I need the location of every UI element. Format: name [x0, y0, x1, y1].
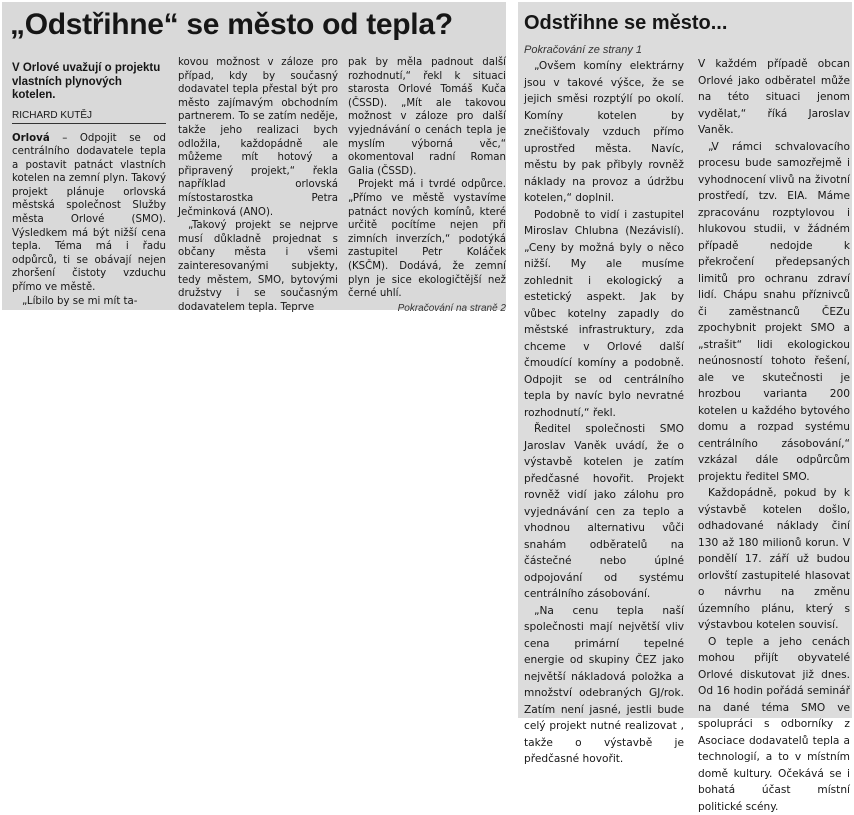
- paragraph: Podobně to vidí i zastupitel Miroslav Chlubna (Nezávislí). „Ceny by možná byly o něco nižší. My ale musíme zohlednit i ekologický a estetický aspekt. Jak by vůbec kotelny zapadly do městské infrastruktury, zda chceme v Orlové další čmoudící komíny a podobně. Odpojit se od centrálního tepla by navíc bylo nevratné rozhodnutí,“ řekl.: [524, 207, 684, 422]
- paragraph: V každém případě obcan Orlové jako odběratel může na této situaci jenom vydělat,“ říká Jaroslav Vaněk.: [698, 56, 850, 139]
- dateline: Orlová: [12, 133, 50, 144]
- article-headline: „Odstřihne“ se město od tepla?: [10, 4, 504, 46]
- article-clip-continuation: [518, 2, 852, 718]
- article-column-1: [524, 44, 684, 768]
- paragraph: pak by měla padnout další rozhodnutí,“ řekl k situaci starosta Orlové Tomáš Kuča (ČSSD). „Mít ale takovou možnost v záloze pro další vyjednávání o cenách tepla je myslím výborná věc,“ okomentoval radní Roman Galia (ČSSD).: [348, 56, 506, 178]
- paragraph: „Takový projekt se nejprve musí důkladně projednat s občany města i všemi zainteresovanými subjekty, tedy městem, SMO, bytovými družstvy i se současným dodavatelem tepla. Teprve: [178, 219, 338, 314]
- article-author: RICHARD KUTĚJ: [12, 110, 166, 124]
- article-headline-continued: Odstřihne se město...: [524, 6, 852, 40]
- article-column-3: [348, 56, 506, 314]
- paragraph: Ředitel společnosti SMO Jaroslav Vaněk uvádí, že o výstavbě kotelen je zatím předčasné hovořit. Projekt rovněž vidí jako zálohu pro vyjednávání cen za teplo a vhodnou alternativu vůči snahám odběratelů na částečné nebo úplné odpojování od systému centrálního zásobování.: [524, 421, 684, 603]
- paragraph: kovou možnost v záloze pro případ, kdy by současný dodavatel tepla přestal být pro město zajímavým obchodním partnerem. To se zatím neděje, takže jeho realizaci bych odložila, každopádně ale můžeme mít hotový a připravený projekt,“ řekla například orlovská místostarostka Petra Ječminková (ANO).: [178, 56, 338, 219]
- paragraph: „V rámci schvalovacího procesu bude samozřejmě i vyhodnocení vlivů na životní prostředí, tzv. EIA. Máme zpracovánu rozptylovou i hlukovou studii, v žádném případě nedojde k překročení předepsaných limitů pro ochranu zdraví lidí. Chápu snahu příznivců či zaměstnanců ČEZu zpochybnit projekt SMO a „strašit“ lidi ekologickou neúnosností tohoto řešení, ale ve skutečnosti je hrozbou varianta 200 kotelen u každého bytového domu a rozpad systému centrálního zásobování,“ vzkázal dále odpůrcům projektu ředitel SMO.: [698, 139, 850, 486]
- article-column-2: [698, 56, 850, 815]
- continued-note: Pokračování na straně 2: [348, 303, 506, 314]
- article-column-1: [12, 62, 166, 308]
- article-body: [12, 62, 500, 310]
- paragraph: „Líbilo by se mi mít ta-: [12, 295, 166, 309]
- article-column-2: [178, 56, 338, 314]
- paragraph: „Na cenu tepla naší společnosti mají největší vliv cena primární tepelné energie od skupiny ČEZ jako největší nákladová položka a množství odebraných GJ/rok. Zatím není jasné, jestli bude celý projekt nutné realizovat , takže o výstavbě je předčasné hovořit.: [524, 603, 684, 768]
- paragraph: „Ovšem komíny elektrárny jsou v takové výšce, že se jejich směsi rozptýlí po okolí. Komíny kotelen by znečišťovaly vzduch přímo uprostřed města. Navíc, městu by pak přibyly rovněž náklady na provoz a údržbu kotelen,“ doplnil.: [524, 58, 684, 207]
- paragraph: Každopádně, pokud by k výstavbě kotelen došlo, odhadované náklady činí 130 až 180 milionů korun. V pondělí 17. září už budou orlovští zastupitelé hlasovat o návrhu na změnu územního plánu, který s výstavbou kotelen souvisí.: [698, 485, 850, 634]
- article-subheadline: V Orlové uvažují o projektu vlastních plynových kotelen.: [12, 62, 166, 103]
- continued-from-note: Pokračování ze strany 1: [524, 44, 684, 56]
- article-clip-front-page: [2, 2, 506, 310]
- paragraph: O teple a jeho cenách mohou přijít obyvatelé Orlové diskutovat již dnes. Od 16 hodin pořádá seminář na dané téma SMO ve spolupráci s odborníky z Asociace dodavatelů tepla a technologií, a to v místním domě kultury. Očekává se i bohatá účast místní politické scény.: [698, 634, 850, 815]
- article-body-continued: [524, 44, 848, 718]
- paragraph: Projekt má i tvrdé odpůrce. „Přímo ve městě vystavíme patnáct nových komínů, které určitě pocítíme nejen při zimních inverzích,“ podotýká zastupitel Petr Koláček (KSČM). Dodává, že zemní plyn je sice ekologičtější než černé uhlí.: [348, 178, 506, 300]
- paragraph: Orlová – Odpojit se od centrálního dodavatele tepla a postavit patnáct vlastních kotelen na zemní plyn. Takový projekt plánuje orlovská městská společnost Služby města Orlové (SMO). Výsledkem má být nižší cena tepla. Téma má i řadu odpůrců, ti se obávají nejen zhoršení čistoty vzduchu přímo ve městě.: [12, 132, 166, 295]
